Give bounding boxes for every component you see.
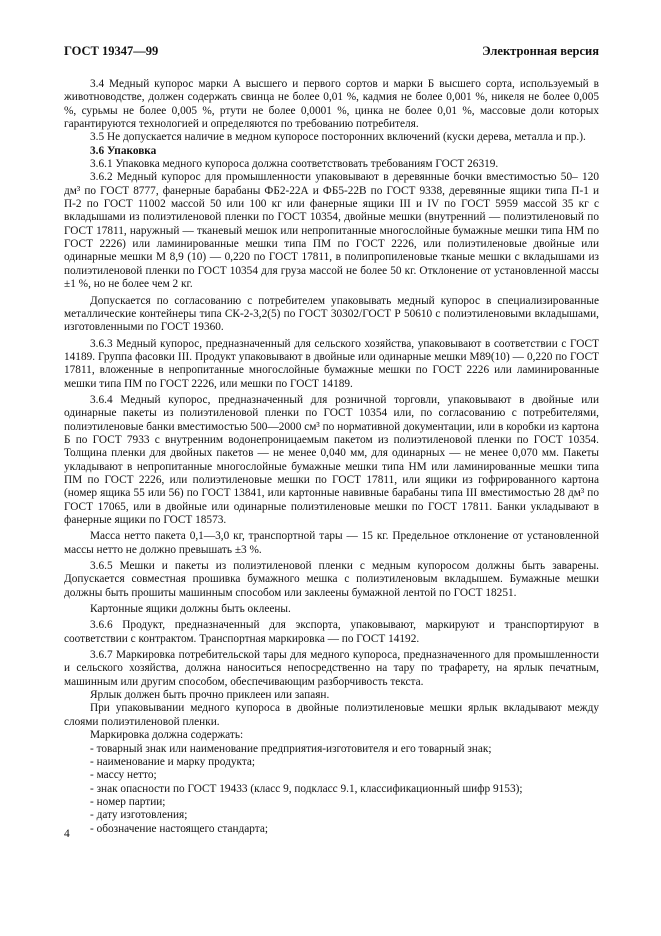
paragraph-3-6-5: 3.6.5 Мешки и пакеты из полиэтиленовой пленки с медным купоросом должны быть заварены. Допускается совместная прошивка бумажного мешка с полиэтиленовым вкладышем. Бумажные мешки должны быть прошиты машинным способом или заклеены бумажной лентой по ГОСТ 18251.: [64, 560, 599, 599]
paragraph-marking-intro: Маркировка должна содержать:: [90, 729, 244, 742]
paragraph-boxes: Картонные ящики должны быть оклеены.: [90, 603, 291, 616]
document-body: [64, 78, 599, 836]
paragraph-containers: Допускается по согласованию с потребителем упаковывать медный купорос в специализированные металлические контейнеры типа СК-2-3,2(5) по ГОСТ 30302/ГОСТ Р 50610 с полиэтиленовыми вкладышами, изготовленными по ГОСТ 19360.: [64, 294, 599, 334]
version-label: Электронная версия: [482, 44, 599, 58]
paragraph-3-6-6: 3.6.6 Продукт, предназначенный для экспорта, упаковывают, маркируют и транспортируют в соответствии с контрактом. Транспортная маркировка — по ГОСТ 14192.: [64, 619, 599, 645]
paragraph-net-mass: Масса нетто пакета 0,1—3,0 кг, транспортной тары — 15 кг. Предельное отклонение от установленной массы нетто не должно превышать ±3 %.: [64, 530, 599, 556]
section-heading-packaging: 3.6 Упаковка: [90, 144, 157, 157]
paragraph-3-6-4: 3.6.4 Медный купорос, предназначенный для розничной торговли, упаковывают в двойные или одинарные пакеты из полиэтиленовой пленки по ГОСТ 10354 или, по согласованию с потребителями, полиэтиленовые банки вместимостью 500—2000 см³ по нормативной документации, или в коробки из картона Б по ГОСТ 7933 с внутренним водонепроницаемым пакетом из полиэтиленовой пленки по ГОСТ 10354. Толщина пленки для двойных пакетов — не менее 0,040 мм, для одинарных — не менее 0,070 мм. Пакеты укладывают в непропитанные многослойные бумажные мешки типа НМ или ламинированные мешки типа ПМ по ГОСТ 2226, или полиэтиленовые мешки по ГОСТ 17811, или ящики из гофрированного картона (номер ящика 55 или 56) по ГОСТ 13841, или картонные навивные барабаны типа III вместимостью 28 дм³ по ГОСТ 17065, или в двойные или одинарные полиэтиленовые мешки по ГОСТ 17811. Банки укладывают в фанерные ящики по ГОСТ 18573.: [64, 393, 599, 526]
paragraph-3-6-2: 3.6.2 Медный купорос для промышленности упаковывают в деревянные бочки вместимостью 50– 120 дм³ по ГОСТ 8777, фанерные барабаны ФБ2-22А и ФБ5-22В по ГОСТ 9338, деревянные ящики типа П-1 и П-2 по ГОСТ 11002 массой 50 или 100 кг или фанерные ящики III и IV по ГОСТ 5959 массой 35 кг с вкладышами из полиэтиленовой пленки по ГОСТ 10354, двойные мешки (внутренний — полиэтиленовый по ГОСТ 17811, наружный — тканевый мешок или непропитанные многослойные бумажные мешки типа НМ по ГОСТ 2226) или ламинированные мешки типа ПМ по ГОСТ 2226, или полиэтиленовые двойные или одинарные мешки М 8,9 (10) — 0,220 по ГОСТ 17811, в полипропиленовые тканые мешки с вкладышами из полиэтиленовой пленки по ГОСТ 10354 для груза массой не более 50 кг. Отклонение от установленной массы ±1 %, но не более чем 2 кг.: [64, 171, 599, 291]
page-header: [64, 44, 599, 60]
paragraph-label: Ярлык должен быть прочно приклеен или запаян.: [90, 689, 330, 702]
list-item: - знак опасности по ГОСТ 19433 (класс 9, подкласс 9.1, классификационный шифр 9153);: [90, 783, 599, 796]
list-item: - массу нетто;: [90, 769, 599, 782]
paragraph-3-6-3: 3.6.3 Медный купорос, предназначенный для сельского хозяйства, упаковывают в соответствии с ГОСТ 14189. Группа фасовки III. Продукт упаковывают в двойные или одинарные мешки М89(10) — 0,220 по ГОСТ 17811, вложенные в непропитанные многослойные бумажные мешки по ГОСТ 2226 или ламинированные мешки типа ПМ по ГОСТ 2226, или мешки по ГОСТ 14189.: [64, 337, 599, 390]
paragraph-3-6-1: 3.6.1 Упаковка медного купороса должна соответствовать требованиям ГОСТ 26319.: [90, 158, 499, 171]
paragraph-3-6-7: 3.6.7 Маркировка потребительской тары для медного купороса, предназначенного для промышленности и сельского хозяйства, должна наноситься непосредственно на тару по трафарету, на ярлык печатным, машинным или другим способом, обеспечивающим разборчивость текста.: [64, 649, 599, 688]
page-number: 4: [64, 828, 70, 840]
paragraph-double-bags: При упаковывании медного купороса в двойные полиэтиленовые мешки ярлык вкладывают между слоями полиэтиленовой пленки.: [64, 702, 599, 728]
paragraph-3-5: 3.5 Не допускается наличие в медном купоросе посторонних включений (куски дерева, металла и пр.).: [90, 131, 586, 144]
paragraph-3-4: 3.4 Медный купорос марки А высшего и первого сортов и марки Б высшего сорта, используемый в животноводстве, должен содержать свинца не более 0,01 %, кадмия не более 0,001 %, никеля не более 0,005 %, сурьмы не более 0,005 %, ртути не более 0,0001 %, цинка не более 0,01 %, массовые доли которых гарантируются технологией и определяются по требованию потребителя.: [64, 78, 599, 131]
list-item: - дату изготовления;: [90, 809, 599, 822]
marking-list: [64, 743, 599, 836]
list-item: - товарный знак или наименование предприятия-изготовителя и его товарный знак;: [90, 743, 599, 756]
standard-number: ГОСТ 19347—99: [64, 44, 159, 58]
list-item: - наименование и марку продукта;: [90, 756, 599, 769]
list-item: - номер партии;: [90, 796, 599, 809]
list-item: - обозначение настоящего стандарта;: [90, 823, 599, 836]
